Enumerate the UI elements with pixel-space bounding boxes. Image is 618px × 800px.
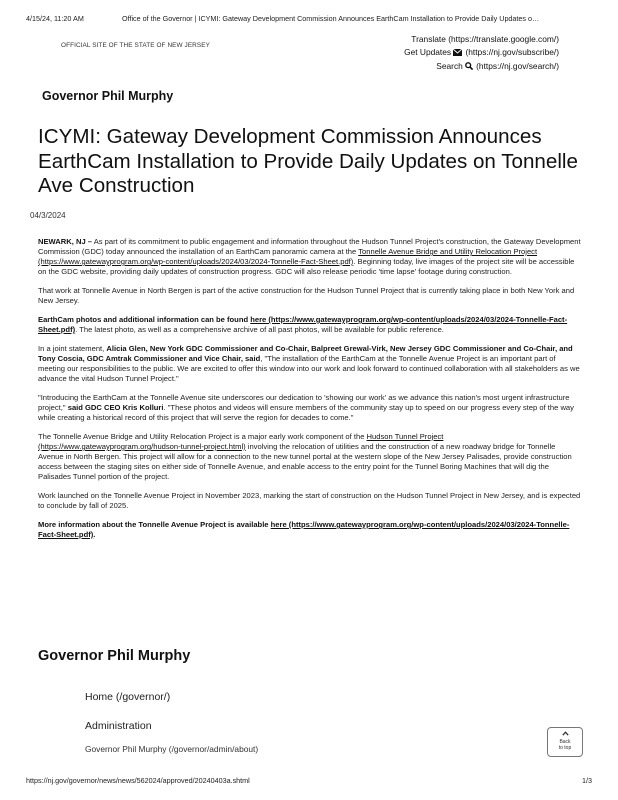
more-info-link[interactable]: here (https://www.gatewayprogram.org/wp-content/uploads/2024/03/2024-Tonnelle-Fact-Sheet.pdf) xyxy=(38,520,570,539)
print-url: https://nj.gov/governor/news/news/562024/approved/20240403a.shtml xyxy=(26,776,250,785)
paragraph-north-bergen: That work at Tonnelle Avenue in North Bergen is part of the active construction for the Hudson Tunnel Project that is currently taking place in both New York and New Jersey. xyxy=(38,286,575,305)
paragraph-timeline: Work launched on the Tonnelle Avenue Project in November 2023, marking the start of construction on the Hudson Tunnel Project in New Jersey, and is expected to conclude by fall of 2025. xyxy=(38,491,581,510)
paragraph-earthcam-photos: EarthCam photos and additional information can be found here (https://www.gatewayprogram.org/wp-content/uploads/2024/03/2024-Tonnelle-Fact-Sheet.pdf). The latest photo, as well as a comprehensive archive of all past photos, will be available for public reference. xyxy=(38,315,568,334)
article-headline: ICYMI: Gateway Development Commission Announces EarthCam Installation to Provide Daily Updates on Tonnelle Ave Construction xyxy=(38,125,578,197)
footer-about-link[interactable]: Governor Phil Murphy (/governor/admin/about) xyxy=(85,744,259,754)
article-body xyxy=(38,237,582,549)
search-link[interactable] xyxy=(404,60,559,74)
search-url: (https://nj.gov/search/) xyxy=(476,61,559,71)
hudson-tunnel-project-link[interactable]: Hudson Tunnel Project (https://www.gatewayprogram.org/hudson-tunnel-project.html) xyxy=(38,432,444,451)
paragraph-project-description: The Tonnelle Avenue Bridge and Utility Relocation Project is a major early work component of the Hudson Tunnel Project (https://www.gatewayprogram.org/hudson-tunnel-project.html) involving the relocation of utilities and the construction of a new roadway bridge for Tonnelle Avenue in North Bergen. This project will allow for a connection to the new tunnel portal at the western slope of the New Jersey Palisades, provide construction access between the staging sites on either side of Tonnelle Avenue, and enable access to the entry point for the Tunnel Boring Machines that will dig the Palisades Tunnel portion of the project. xyxy=(38,432,572,481)
back-to-top-line1: Back xyxy=(559,739,571,745)
footer-home-link[interactable]: Home (/governor/) xyxy=(85,691,171,703)
official-site-label: OFFICIAL SITE OF THE STATE OF NEW JERSEY xyxy=(61,42,210,49)
envelope-icon xyxy=(453,47,462,60)
article-date: 04/3/2024 xyxy=(30,211,66,220)
paragraph-intro: NEWARK, NJ – As part of its commitment to public engagement and information throughout the Hudson Tunnel Project's construction, the Gateway Development Commission (GDC) today announced the installation of an EarthCam panoramic camera at the Tonnelle Avenue Bridge and Utility Relocation Project (https://www.gatewayprogram.org/wp-content/uploads/2024/03/2024-Tonnelle-Fact-Sheet.pdf). Beginning today, live images of the project site will be accessible on the GDC website, providing daily updates of construction progress. GDC will also release periodic 'time lapse' footage during construction. xyxy=(38,237,581,276)
chevron-up-icon xyxy=(548,731,582,738)
get-updates-url: (https://nj.gov/subscribe/) xyxy=(465,47,559,57)
paragraph-more-info: More information about the Tonnelle Avenue Project is available here (https://www.gatewayprogram.org/wp-content/uploads/2024/03/2024-Tonnelle-Fact-Sheet.pdf). xyxy=(38,520,570,539)
governor-name-header[interactable]: Governor Phil Murphy xyxy=(42,89,174,103)
page-number: 1/3 xyxy=(582,776,592,785)
print-document-title: Office of the Governor | ICYMI: Gateway Development Commission Announces EarthCam Installation to Provide Daily Updates o… xyxy=(122,14,540,23)
utility-links xyxy=(404,33,559,74)
earthcam-fact-sheet-link[interactable]: here (https://www.gatewayprogram.org/wp-content/uploads/2024/03/2024-Tonnelle-Fact-Sheet.pdf) xyxy=(38,315,568,334)
dateline: NEWARK, NJ – xyxy=(38,237,93,246)
paragraph-ceo-quote: "Introducing the EarthCam at the Tonnelle Avenue site underscores our dedication to 'showing our work' as we advance this nation's most urgent infrastructure project," said GDC CEO Kris Kolluri. "These photos and videos will ensure members of the community stay up to speed on our progress every step of the way while creating a historical record of this project that will serve the region for decades to come." xyxy=(38,393,574,422)
paragraph-joint-statement: In a joint statement, Alicia Glen, New York GDC Commissioner and Co-Chair, Balpreet Grewal-Virk, New Jersey GDC Commissioner and Co-Chair, and Tony Coscia, GDC Amtrak Commissioner and Vice Chair, said, "The installation of the EarthCam at the Tonnelle Avenue Project is an important part of meeting our responsibilities to the public. We are excited to offer this window into our work and look forward to continued collaboration with all stakeholders as we advance the vital Hudson Tunnel Project." xyxy=(38,344,580,383)
search-icon xyxy=(465,61,473,74)
translate-link[interactable]: Translate (https://translate.google.com/) xyxy=(411,34,559,44)
tonnelle-project-link[interactable]: Tonnelle Avenue Bridge and Utility Relocation Project (https://www.gatewayprogram.org/wp-content/uploads/2024/03/2024-Tonnelle-Fact-Sheet.pdf) xyxy=(38,247,538,266)
print-timestamp: 4/15/24, 11:20 AM xyxy=(26,14,84,23)
back-to-top-button[interactable] xyxy=(547,727,583,757)
get-updates-link[interactable] xyxy=(404,46,559,60)
print-footer xyxy=(26,776,592,785)
footer-administration-heading[interactable]: Administration xyxy=(85,720,152,732)
search-label: Search xyxy=(436,61,463,71)
footer-governor-name: Governor Phil Murphy xyxy=(38,648,191,664)
back-to-top-line2: to top xyxy=(558,745,572,751)
get-updates-label: Get Updates xyxy=(404,47,452,57)
